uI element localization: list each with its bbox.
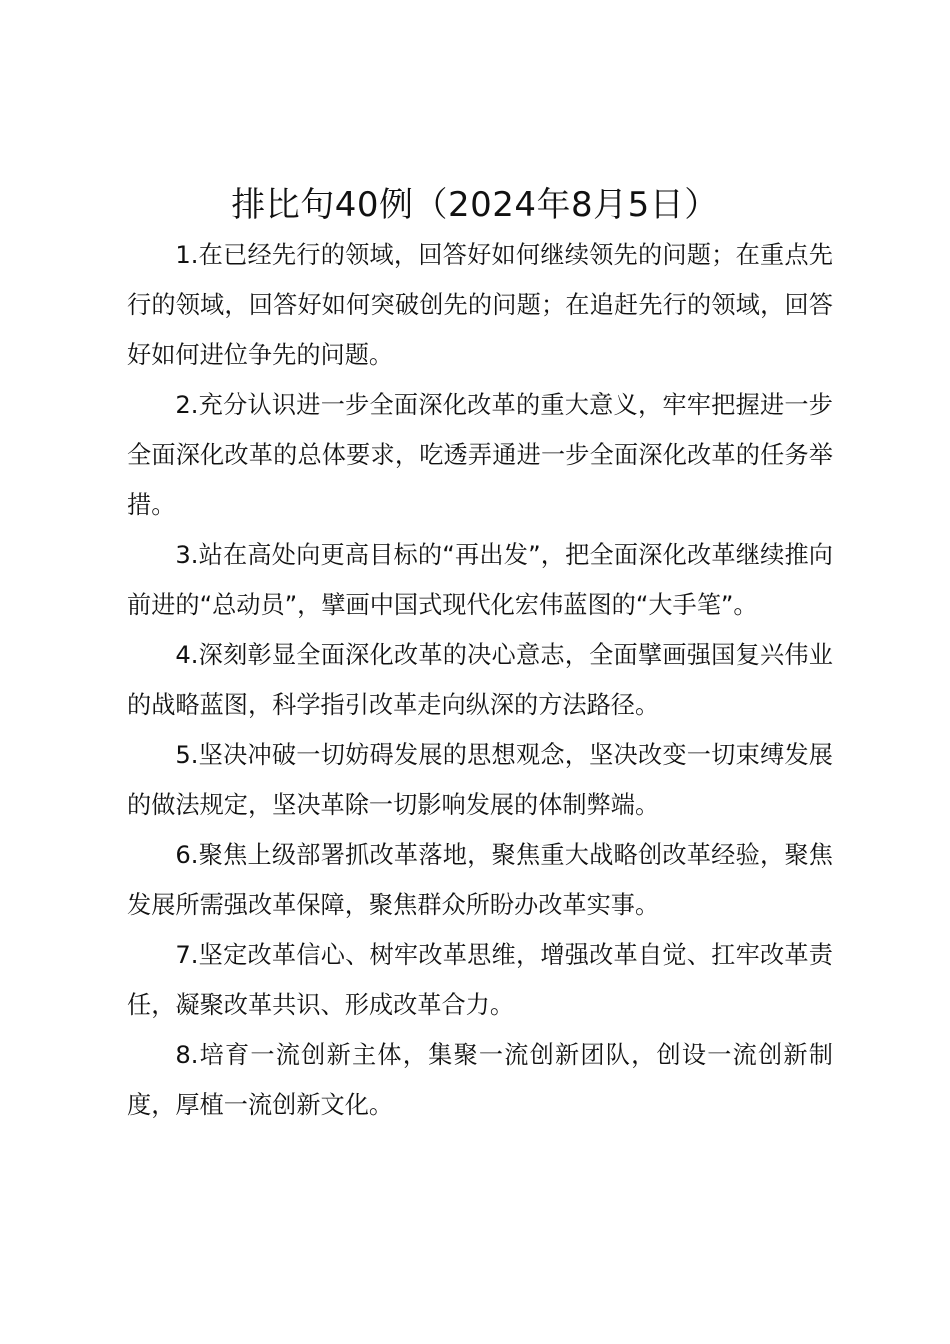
document-title: 排比句40例（2024年8月5日） xyxy=(231,185,719,225)
paragraph-3: 3.站在高处向更高目标的“再出发”，把全面深化改革继续推向前进的“总动员”，擘画中国式现代化宏伟蓝图的“大手笔”。 xyxy=(127,541,833,619)
document-body xyxy=(127,230,833,1130)
paragraph-5: 5.坚决冲破一切妨碍发展的思想观念，坚决改变一切束缚发展的做法规定，坚决革除一切影响发展的体制弊端。 xyxy=(127,741,833,819)
paragraph-2: 2.充分认识进一步全面深化改革的重大意义，牢牢把握进一步全面深化改革的总体要求，吃透弄通进一步全面深化改革的任务举措。 xyxy=(127,391,833,519)
paragraph-1: 1.在已经先行的领域，回答好如何继续领先的问题；在重点先行的领域，回答好如何突破创先的问题；在追赶先行的领域，回答好如何进位争先的问题。 xyxy=(127,241,833,369)
paragraph-7: 7.坚定改革信心、树牢改革思维，增强改革自觉、扛牢改革责任，凝聚改革共识、形成改革合力。 xyxy=(127,941,833,1019)
paragraph-4: 4.深刻彰显全面深化改革的决心意志，全面擘画强国复兴伟业的战略蓝图，科学指引改革走向纵深的方法路径。 xyxy=(127,641,833,719)
paragraph-6: 6.聚焦上级部署抓改革落地，聚焦重大战略创改革经验，聚焦发展所需强改革保障，聚焦群众所盼办改革实事。 xyxy=(127,841,833,919)
paragraph-8: 8.培育一流创新主体，集聚一流创新团队，创设一流创新制度，厚植一流创新文化。 xyxy=(127,1041,833,1119)
